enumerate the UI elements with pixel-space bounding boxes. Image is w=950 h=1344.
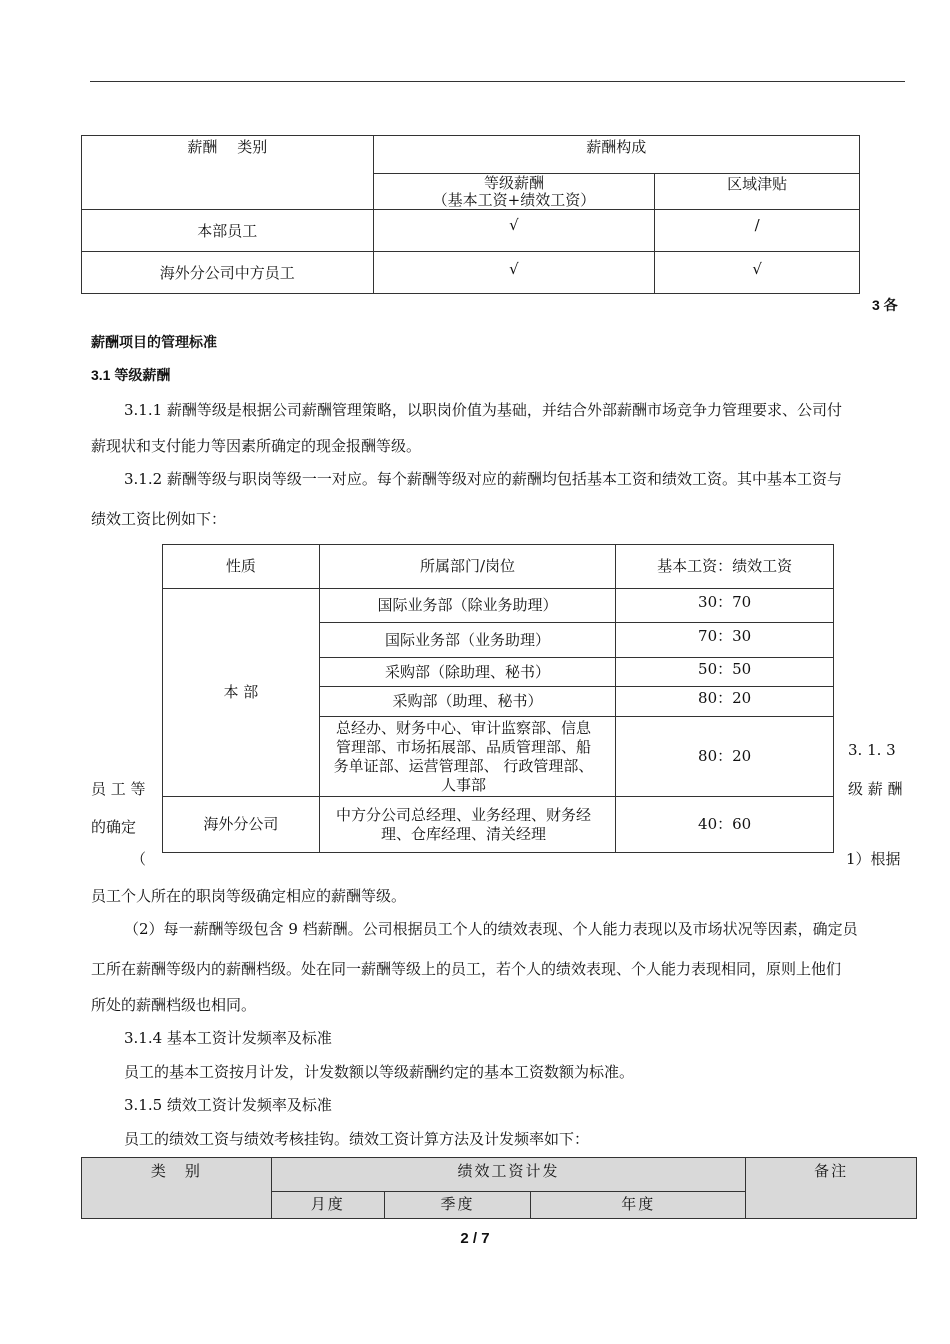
section-title: 薪酬项目的管理标准 xyxy=(91,334,217,350)
paragraph-312-line2: 绩效工资比例如下： xyxy=(91,510,227,528)
performance-pay-table xyxy=(81,1157,917,1219)
header-year: 年度 xyxy=(531,1192,746,1219)
table-row xyxy=(82,252,860,294)
row-grade: √ xyxy=(373,210,655,252)
row-region: / xyxy=(655,210,860,252)
group-overseas: 海外分公司 xyxy=(163,797,320,853)
row-ratio: 80：20 xyxy=(616,687,834,717)
row-dept: 中方分公司总经理、业务经理、财务经理、仓库经理、清关经理 xyxy=(319,797,616,853)
header-nature: 性质 xyxy=(163,545,320,589)
header-category: 薪酬 类别 xyxy=(82,136,374,210)
sub-header-grade-line2: （基本工资+绩效工资） xyxy=(432,191,596,209)
paragraph-313b-line2: 工所在薪酬等级内的薪酬档级。处在同一薪酬等级上的员工，若个人的绩效表现、个人能力表现相同，原则上他们 xyxy=(91,960,842,978)
row-ratio: 50：50 xyxy=(616,658,834,687)
sub-header-grade xyxy=(373,174,655,210)
header-dept: 所属部门/岗位 xyxy=(319,545,616,589)
table-row xyxy=(163,797,834,853)
sub-header-region: 区域津贴 xyxy=(655,174,860,210)
header-note: 备注 xyxy=(746,1158,917,1219)
subsection-title: 3.1 等级薪酬 xyxy=(91,367,171,383)
side-text-right-2: 级 薪 酬 xyxy=(848,780,903,798)
header-ratio: 基本工资：绩效工资 xyxy=(616,545,834,589)
row-dept: 国际业务部（业务助理） xyxy=(319,623,616,658)
table-row xyxy=(82,210,860,252)
header-month: 月度 xyxy=(271,1192,384,1219)
row-dept: 采购部（助理、秘书） xyxy=(319,687,616,717)
row-dept: 采购部（除助理、秘书） xyxy=(319,658,616,687)
paragraph-311-line2: 薪现状和支付能力等因素所确定的现金报酬等级。 xyxy=(91,437,422,455)
header-composition: 薪酬构成 xyxy=(373,136,859,174)
row-ratio: 30：70 xyxy=(616,589,834,623)
row-ratio: 70：30 xyxy=(616,623,834,658)
paragraph-311-line1: 3.1.1 薪酬等级是根据公司薪酬管理策略，以职岗价值为基础，并结合外部薪酬市场竞争力管理要求、公司付 xyxy=(124,401,842,419)
row-dept: 国际业务部（除业务助理） xyxy=(319,589,616,623)
paragraph-313b-line1: （2）每一薪酬等级包含 9 档薪酬。公司根据员工个人的绩效表现、个人能力表现以及市场状况等因素，确定员 xyxy=(124,920,858,938)
side-text-right-3: 1）根据 xyxy=(846,850,901,868)
page-number: 2 / 7 xyxy=(460,1230,490,1247)
section-number: 3 各 xyxy=(872,297,898,313)
row-ratio: 40：60 xyxy=(616,797,834,853)
header-quarter: 季度 xyxy=(384,1192,531,1219)
side-text-left-3: （ xyxy=(131,850,147,868)
paragraph-313-line1: 员工个人所在的职岗等级确定相应的薪酬等级。 xyxy=(91,887,407,905)
header-category: 类 别 xyxy=(82,1158,272,1219)
row-dept: 总经办、财务中心、审计监察部、信息管理部、市场拓展部、品质管理部、船务单证部、运营管理部、 行政管理部、人事部 xyxy=(319,717,616,797)
table-row xyxy=(163,589,834,623)
paragraph-314-body: 员工的基本工资按月计发，计发数额以等级薪酬约定的基本工资数额为标准。 xyxy=(124,1063,635,1081)
salary-composition-table xyxy=(81,135,860,294)
header-perf: 绩效工资计发 xyxy=(271,1158,745,1192)
side-text-left-2: 的确定 xyxy=(91,818,137,836)
row-ratio: 80：20 xyxy=(616,717,834,797)
group-hq: 本 部 xyxy=(163,589,320,797)
side-text-left-1: 员 工 等 xyxy=(91,780,146,798)
row-name: 海外分公司中方员工 xyxy=(82,252,374,294)
row-name: 本部员工 xyxy=(82,210,374,252)
paragraph-313b-line3: 所处的薪酬档级也相同。 xyxy=(91,996,257,1014)
side-text-right-1: 3. 1. 3 xyxy=(848,741,896,759)
sub-header-grade-line1: 等级薪酬 xyxy=(483,174,544,192)
paragraph-312-line1: 3.1.2 薪酬等级与职岗等级一一对应。每个薪酬等级对应的薪酬均包括基本工资和绩效工资。其中基本工资与 xyxy=(124,470,842,488)
paragraph-315-body: 员工的绩效工资与绩效考核挂钩。绩效工资计算方法及计发频率如下： xyxy=(124,1130,590,1148)
row-grade: √ xyxy=(373,252,655,294)
header-rule xyxy=(90,81,905,82)
paragraph-315-title: 3.1.5 绩效工资计发频率及标准 xyxy=(124,1096,332,1114)
row-region: √ xyxy=(655,252,860,294)
salary-ratio-table xyxy=(162,544,834,853)
paragraph-314-title: 3.1.4 基本工资计发频率及标准 xyxy=(124,1029,332,1047)
